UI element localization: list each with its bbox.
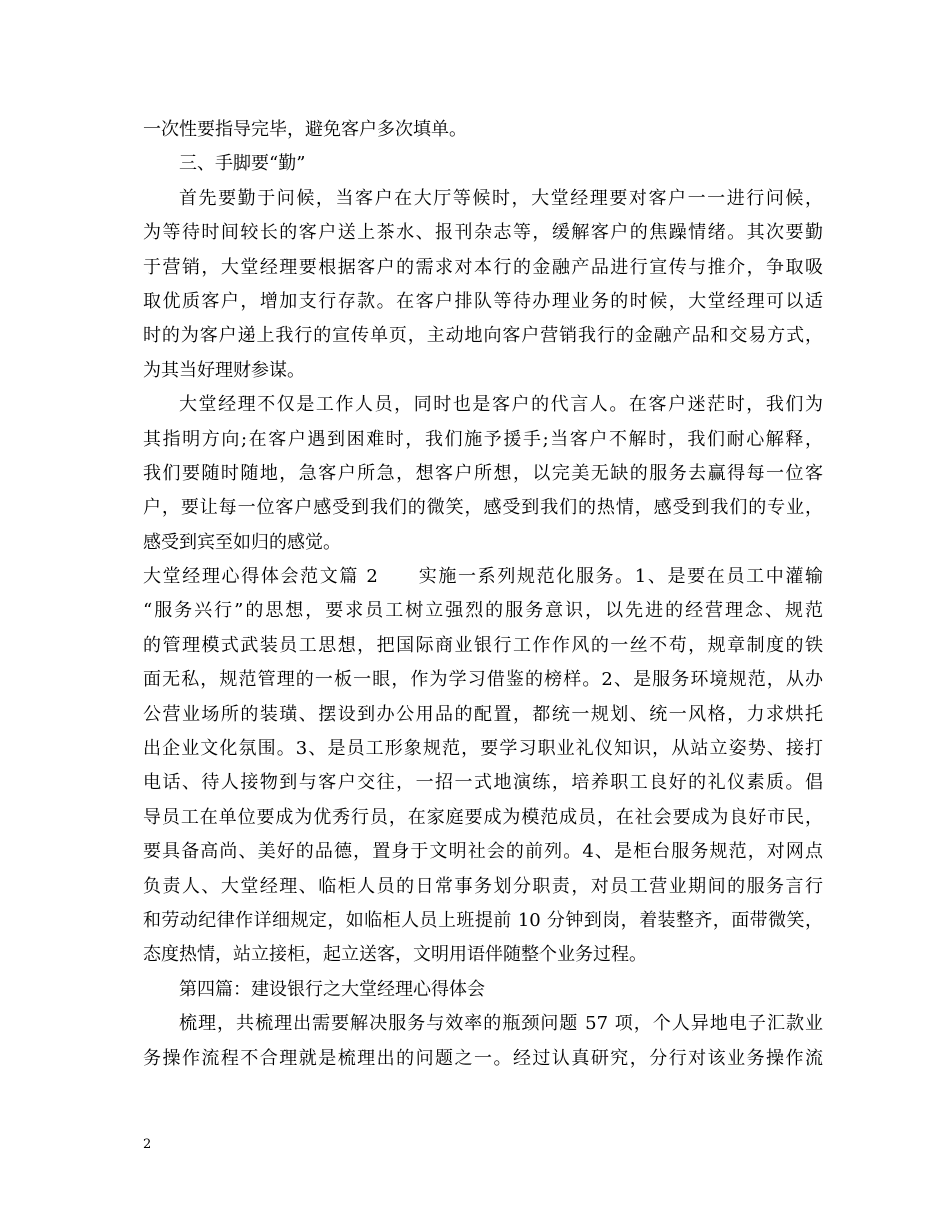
text-line: 公营业场所的装璜、摆设到办公用品的配置，都统一规划、统一风格，力求烘托 (143, 703, 823, 725)
text-line: 取优质客户，增加支行存款。在客户排队等待办理业务的时候，大堂经理可以适 (143, 290, 823, 312)
text-line: 要具备高尚、美好的品德，置身于文明社会的前列。4、是柜台服务规范，对网点 (143, 841, 823, 863)
text-line: 和劳动纪律作详细规定，如临柜人员上班提前 10 分钟到岗，着装整齐，面带微笑， (143, 909, 823, 931)
text-line: 一次性要指导完毕，避免客户多次填单。 (143, 119, 467, 140)
text-line: 的管理模式武装员工思想，把国际商业银行工作作风的一丝不苟，规章制度的铁 (143, 634, 823, 656)
text-line: 大堂经理不仅是工作人员，同时也是客户的代言人。在客户迷茫时，我们为 (179, 394, 823, 416)
text-line: 出企业文化氛围。3、是员工形象规范，要学习职业礼仪知识，从站立姿势、接打 (143, 738, 823, 760)
text-line: 务操作流程不合理就是梳理出的问题之一。经过认真研究，分行对该业务操作流 (143, 1047, 823, 1069)
text-line: 感受到宾至如归的感觉。 (143, 531, 341, 553)
text-line: 为其当好理财参谋。 (143, 359, 305, 381)
text-line: 户，要让每一位客户感受到我们的微笑，感受到我们的热情，感受到我们的专业， (143, 497, 823, 519)
text-line: 面无私，规范管理的一板一眼，作为学习借鉴的榜样。2、是服务环境规范，从办 (143, 669, 823, 691)
text-line: 大堂经理心得体会范文篇 2 实施一系列规范化服务。1、是要在员工中灌输 (143, 566, 823, 588)
text-line: 于营销，大堂经理要根据客户的需求对本行的金融产品进行宣传与推介，争取吸 (143, 256, 823, 278)
text-line: 电话、待人接物到与客户交往，一招一式地演练，培养职工良好的礼仪素质。倡 (143, 772, 823, 794)
text-line: 我们要随时随地，急客户所急，想客户所想，以完美无缺的服务去赢得每一位客 (143, 462, 823, 484)
section-heading: 第四篇：建设银行之大堂经理心得体会 (179, 978, 485, 1000)
text-line: 态度热情，站立接柜，起立送客，文明用语伴随整个业务过程。 (143, 944, 647, 966)
text-line: 首先要勤于问候，当客户在大厅等候时，大堂经理要对客户一一进行问候， (179, 187, 823, 209)
page-number: 2 (143, 1137, 152, 1152)
text-line: 负责人、大堂经理、临柜人员的日常事务划分职责，对员工营业期间的服务言行 (143, 875, 823, 897)
text-line: 其指明方向;在客户遇到困难时，我们施予援手;当客户不解时，我们耐心解释， (143, 428, 823, 450)
text-line: 为等待时间较长的客户送上茶水、报刊杂志等，缓解客户的焦躁情绪。其次要勤 (143, 222, 823, 244)
text-line: 梳理，共梳理出需要解决服务与效率的瓶颈问题 57 项，个人异地电子汇款业 (179, 1013, 823, 1035)
text-line: 时的为客户递上我行的宣传单页，主动地向客户营销我行的金融产品和交易方式， (143, 325, 823, 347)
text-line: 导员工在单位要成为优秀行员，在家庭要成为模范成员，在社会要成为良好市民， (143, 806, 823, 828)
text-line: “服务兴行”的思想，要求员工树立强烈的服务意识，以先进的经营理念、规范 (143, 600, 823, 622)
body-text (143, 113, 823, 1076)
section-heading: 三、手脚要“勤” (179, 153, 306, 175)
